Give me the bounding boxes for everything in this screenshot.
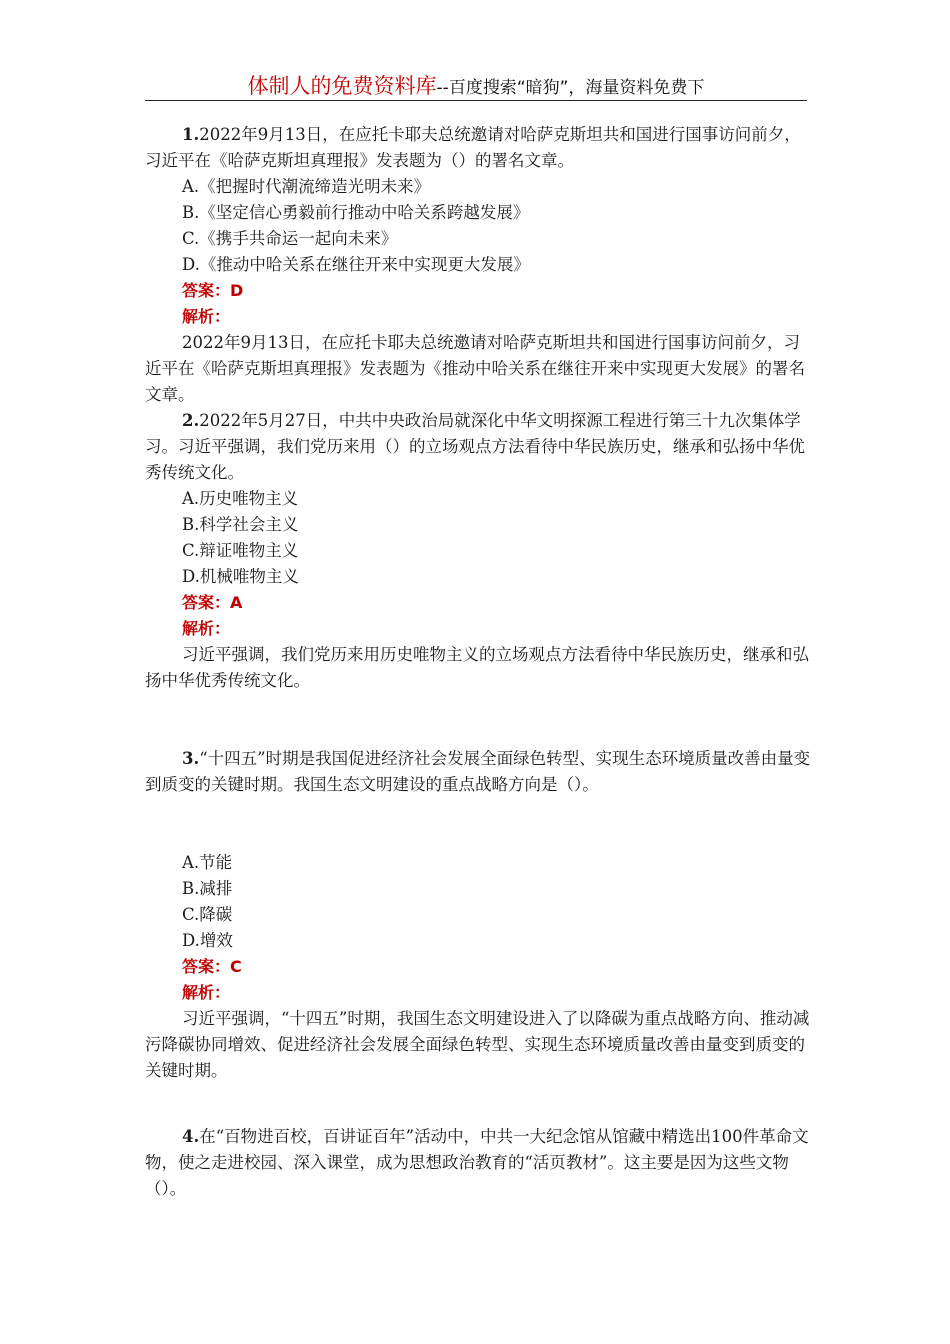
analysis-text: 习近平强调，我们党历来用历史唯物主义的立场观点方法看待中华民族历史，继承和弘扬中华优秀传统文化。 [145,645,809,690]
option-d: D.《推动中哈关系在继往开来中实现更大发展》 [182,255,530,274]
question-stem [145,1124,815,1202]
answer: 答案：A [182,593,243,612]
header-title-red: 体制人的免费资料库 [247,74,437,98]
option-a: A.《把握时代潮流缔造光明未来》 [182,177,431,196]
option-a: A.节能 [182,853,233,872]
option-c: C.降碳 [182,905,233,924]
spacer [145,798,815,850]
question-3 [145,746,815,1084]
option-c: C.《携手共命运一起向未来》 [182,229,398,248]
analysis-text: 2022年9月13日，在应托卡耶夫总统邀请对哈萨克斯坦共和国进行国事访问前夕，习近平在《哈萨克斯坦真理报》发表题为《推动中哈关系在继往开来中实现更大发展》的署名文章。 [145,333,805,404]
header-title-black: --百度搜索“暗狗”，海量资料免费下 [436,78,705,98]
option-d: D.机械唯物主义 [182,567,299,586]
answer: 答案：D [182,281,244,300]
option-c: C.辩证唯物主义 [182,541,299,560]
question-text: 在“百物进百校，百讲证百年”活动中，中共一大纪念馆从馆藏中精选出100件革命文物，使之走进校园、深入课堂，成为思想政治教育的“活页教材”。这主要是因为这些文物（）。 [145,1127,809,1198]
analysis-text: 习近平强调，“十四五”时期，我国生态文明建设进入了以降碳为重点战略方向、推动减污降碳协同增效、促进经济社会发展全面绿色转型、实现生态环境质量改善由量变到质变的关键时期。 [145,1009,810,1080]
answer: 答案：C [182,957,242,976]
analysis-label: 解析： [182,983,231,1002]
analysis-label: 解析： [182,307,231,326]
option-d: D.增效 [182,931,233,950]
question-number: 2. [182,411,200,430]
option-a: A.历史唯物主义 [182,489,299,508]
question-stem [145,122,815,174]
page-header [145,70,807,101]
question-stem [145,746,815,798]
question-text: 2022年9月13日，在应托卡耶夫总统邀请对哈萨克斯坦共和国进行国事访问前夕，习近平在《哈萨克斯坦真理报》发表题为（）的署名文章。 [145,125,801,170]
question-1 [145,122,815,408]
option-b: B.科学社会主义 [182,515,299,534]
spacer [145,694,815,746]
question-number: 1. [182,125,200,144]
spacer [145,1084,815,1124]
question-4 [145,1124,815,1202]
question-text: 2022年5月27日，中共中央政治局就深化中华文明探源工程进行第三十九次集体学习。习近平强调，我们党历来用（）的立场观点方法看待中华民族历史，继承和弘扬中华优秀传统文化。 [145,411,805,482]
question-number: 4. [182,1127,200,1146]
option-b: B.减排 [182,879,233,898]
question-text: “十四五”时期是我国促进经济社会发展全面绿色转型、实现生态环境质量改善由量变到质变的关键时期。我国生态文明建设的重点战略方向是（）。 [145,749,811,794]
question-stem [145,408,815,486]
question-number: 3. [182,749,200,768]
option-b: B.《坚定信心勇毅前行推动中哈关系跨越发展》 [182,203,530,222]
analysis-label: 解析： [182,619,231,638]
question-2 [145,408,815,694]
document-body [145,122,815,1202]
